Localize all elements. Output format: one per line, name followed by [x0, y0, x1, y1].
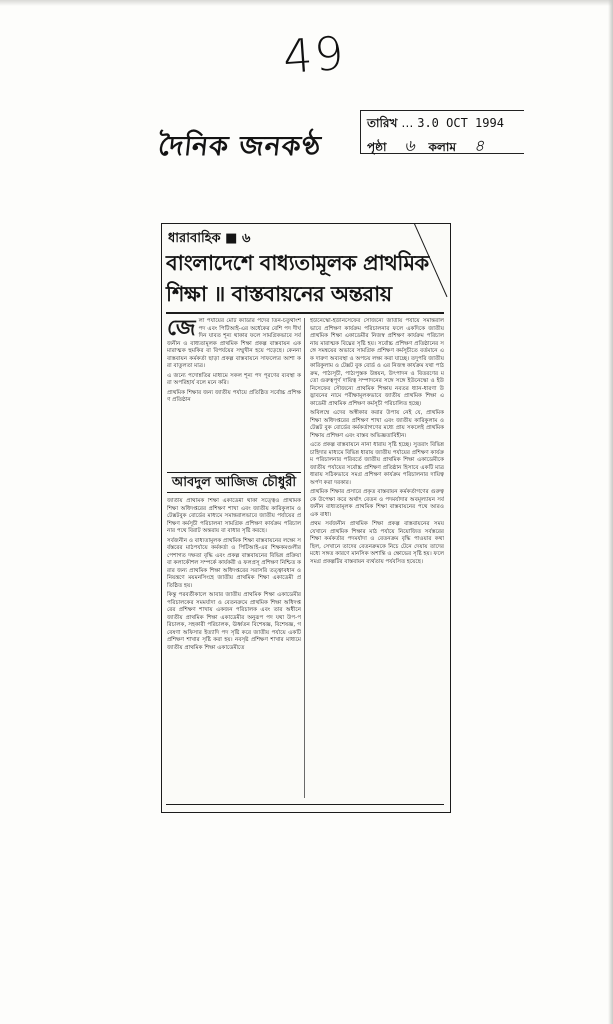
- headline-rule: [166, 312, 444, 314]
- stamp-column-value: ৪: [473, 136, 485, 155]
- article-column-left-bottom: [167, 498, 301, 798]
- stamp-date-label: তারিখ: [367, 116, 398, 130]
- stamp-date-row: তারিখ … 3.0 OCT 1994: [367, 116, 504, 130]
- newspaper-clipping: [161, 223, 451, 813]
- article-paragraph: সর্বজনীন ও বাধ্যতামূলক প্রাথমিক শিক্ষা বাস্তবায়নের লক্ষ্যে সর্বস্তরের মাঠপর্যায়ে কর্মকর্তা ও পিটিআই-এর শিক্ষকমণ্ডলীর পেশাগত দক্ষতা বৃদ্ধি এবং প্রকল্প বাস্তবায়নের বিভিন্ন প্রক্রিয়া বা কলাকৌশল সম্পর্কে কার্যকরী ও ফলপ্রসূ প্রশিক্ষণ নিশ্চিত করার জন্য প্রাথমিক শিক্ষা অধিদপ্তরের সরাসরি তত্ত্বাবধান ও নিয়ন্ত্রণে ময়মনসিংহে জাতীয় প্রাথমিক শিক্ষা একাডেমী প্রতিষ্ঠিত হয়।: [167, 537, 301, 589]
- stamp-page-value: ৬: [404, 136, 415, 155]
- article-column-left-top: [167, 318, 301, 468]
- clipping-bottom-rule: [166, 804, 444, 805]
- article-headline: বাংলাদেশে বাধ্যতামূলক প্রাথমিক শিক্ষা ॥ বাস্তবায়নের অন্তরায়: [166, 251, 429, 306]
- newspaper-masthead: দৈনিক জনকণ্ঠ: [156, 131, 323, 162]
- handwritten-page-number: 49: [281, 25, 348, 85]
- stamp-page-row: [367, 133, 494, 160]
- author-byline: আবদুল আজিজ চৌধুরী: [167, 472, 301, 493]
- article-paragraph: অবিলম্বে এদের অস্বীকার করার উপায় নেই যে, প্রাথমিক শিক্ষা অধিদপ্তরের প্রশিক্ষণ শাখা এবং জাতীয় কারিকুলাম ও টেক্সট বুক বোর্ডের কর্মকর্তাগণের মধ্যে প্রায় সকলেই প্রাথমিক শিক্ষায় প্রশিক্ষণ এবং বাস্তব অভিজ্ঞতাবিহীন।: [310, 410, 444, 439]
- article-paragraph: প্রাথমিক শিক্ষার জন্য জাতীয় পর্যায়ে প্রতিষ্ঠিত সর্বোচ্চ প্রশিক্ষণ প্রতিষ্ঠান: [167, 389, 301, 403]
- clipping-stamp: [360, 110, 524, 154]
- article-paragraph: এ জন্যে পদোন্নতির মাধ্যমে সকল শূন্য পদ পূরণের ব্যবস্থা করা অপরিহার্য বলে মনে করি।: [167, 372, 301, 386]
- article-paragraph: জাতীয় প্রাথমিক শিক্ষা একাডেমী থাকা সত্ত্বেও প্রাথমিক শিক্ষা অধিদপ্তরের প্রশিক্ষণ শাখা এবং জাতীয় কারিকুলাম ও টেক্সটবুক বোর্ডের মাধ্যমে সমান্তরালভাবে জাতীয় পর্যায়ের প্রশিক্ষণ কর্মসূচী পরিচালনা সামগ্রিক প্রশিক্ষণ কার্যক্রম পরিচালনার পথে বিরাট অন্তরায় বা বাধার সৃষ্টি করছে।: [167, 498, 301, 534]
- scan-edge-right: [608, 0, 613, 1024]
- stamp-page-label: পৃষ্ঠা: [367, 140, 387, 154]
- article-paragraph: কিন্তু পরবর্তীকালে আবার জাতীয় প্রাথমিক শিক্ষা একাডেমীর পরিচালকের সমমর্যাদা ও বেতনক্রমে প্রাথমিক শিক্ষা অধিদপ্তরের প্রশিক্ষণ শাখায় একজন পরিচালক এবং তার অধীনে জাতীয় প্রাথমিক শিক্ষা একাডেমীর অনুরূপ পদ যথা উপ-পরিচালক, সহকারী পরিচালক, ঊর্ধ্বতন বিশেষজ্ঞ, বিশেষজ্ঞ, গবেষণা অফিসার ইত্যাদি পদ সৃষ্টি করে জাতীয় পর্যায়ে একটি প্রশিক্ষণ শাখার সৃষ্টি করা হয়। নবসৃষ্ট প্রশিক্ষণ শাখার মাধ্যমে জাতীয় প্রাথমিক শিক্ষা একাডেমীতে: [167, 592, 301, 651]
- article-paragraph: এতে প্রকল্প বাস্তবায়নে নানা ধারায় সৃষ্টি হচ্ছে। সুতরাং বিভিন্ন চাহিদার মাধ্যমে বিভিন্ন ধারায় জাতীয় পর্যায়ের প্রশিক্ষণ কার্যক্রম পরিচালনার পরিবর্তে জাতীয় প্রাথমিক শিক্ষা একাডেমীকে জাতীয় পর্যায়ের সর্বোচ্চ প্রশিক্ষণ প্রতিষ্ঠান হিসাবে একটি মাত্র ধারায় সঠিকভাবে সমগ্র প্রশিক্ষণ কার্যক্রম পরিচালনার দায়িত্ব অর্পণ করা দরকার।: [310, 442, 444, 486]
- article-paragraph: জেলা পর্যায়ের মোট ক্যাডার পদের তিন-চতুর্থাংশ পদ এবং পিটিআই-এর অর্ধেকের বেশি পদ দীর্ঘদিন যাবত শূন্য থাকার ফলে সামগ্রিকভাবে সর্বজনীন ও বাধ্যতামূলক প্রাথমিক শিক্ষা প্রকল্প বাস্তবায়ন এক মারাত্মক হুমকির বা বিপর্যয়ের সম্মুখীন হয়ে পড়েছে। কেননা বাস্তবায়ন কর্মকর্তা ছাড়া প্রকল্প বাস্তবায়নে সাফল্যের আশা করা বাতুলতা মাত্র।: [167, 318, 301, 369]
- column-divider: [304, 318, 305, 798]
- scan-edge-top: [0, 0, 613, 6]
- article-column-right: [310, 318, 444, 798]
- article-paragraph: প্রাথমিক শিক্ষার প্রসারে প্রকৃত বাস্তবায়ন কর্মকর্তাগণের গুরুত্বকে উপেক্ষা করে অর্থাৎ বেতন ও পদমর্যাদার অবমূল্যায়ন সর্বজনীন বাধ্যতামূলক প্রাথমিক শিক্ষা বাস্তবায়নের পথে আরও এক বাধা।: [310, 489, 444, 518]
- article-paragraph: প্রথম সর্বজনীন প্রাথমিক শিক্ষা প্রকল্প বাস্তবায়নের সময় যেখানে প্রাথমিক শিক্ষার মাঠ পর্যায়ে নিয়োজিত সর্বস্তরের শিক্ষা কর্মকর্তার পদমর্যাদা ও বেতনক্রম বৃদ্ধি পাওয়ার কথা ছিল, সেখানে তাদের বেতনক্রমকে নিচে টেনে দেয়ায় তাদের মধ্যে সঙ্গত কারণে মানসিক অশান্তি ও ক্ষোভের সৃষ্টি হয়। ফলে সমগ্র প্রকল্পটির বাস্তবায়ন ব্যর্থতায় পর্যবসিত হয়েছে।: [310, 521, 444, 565]
- series-tag: ধারাবাহিক ■ ৬: [168, 231, 251, 246]
- stamp-column-label: কলাম: [428, 140, 456, 154]
- drop-cap: জে: [167, 318, 196, 341]
- stamp-date-value: 3.0 OCT 1994: [417, 116, 504, 130]
- article-paragraph: ইউনেস্কো-ইউনিসেফের সৌজন্যে জাতীয় পর্যায়ে সমান্তরালভাবে প্রশিক্ষণ কার্যক্রম পরিচালনার ফলে একদিকে জাতীয় প্রাথমিক শিক্ষা একাডেমীর নিজস্ব প্রশিক্ষণ কার্যক্রম পরিচালনায় মারাত্মক বিঘ্নের সৃষ্টি হয়। সর্বোচ্চ প্রশিক্ষণ প্রতিষ্ঠানের সঙ্গে সমন্বয়ের অভাবে সামগ্রিক প্রশিক্ষণ কর্মসূচীতে বর্তমানে এক দারুণ অব্যবস্থা ও অপচয় লক্ষ্য করা যাচ্ছে। তদুপরি জাতীয় কারিকুলাম ও টেক্সট বুক বোর্ড ও এর নিজস্ব কার্যক্রম যথা পাঠক্রম, পাঠ্যসূচী, পাঠ্যপুস্তক উন্নয়ন, উৎপাদন ও বিতরণের মতো গুরুত্বপূর্ণ দায়িত্ব সম্পাদনের সঙ্গে সঙ্গে ইউনেস্কো ও ইউনিসেফের সৌজন্যে প্রাথমিক শিক্ষায় নবতর ধ্যান-ধারণা উদ্ভাবনের নামে পরীক্ষামূলকভাবে জাতীয় প্রাথমিক শিক্ষা একাডেমী প্রাথমিক প্রশিক্ষণ কর্মসূচী পরিচালিত হচ্ছে।: [310, 318, 444, 407]
